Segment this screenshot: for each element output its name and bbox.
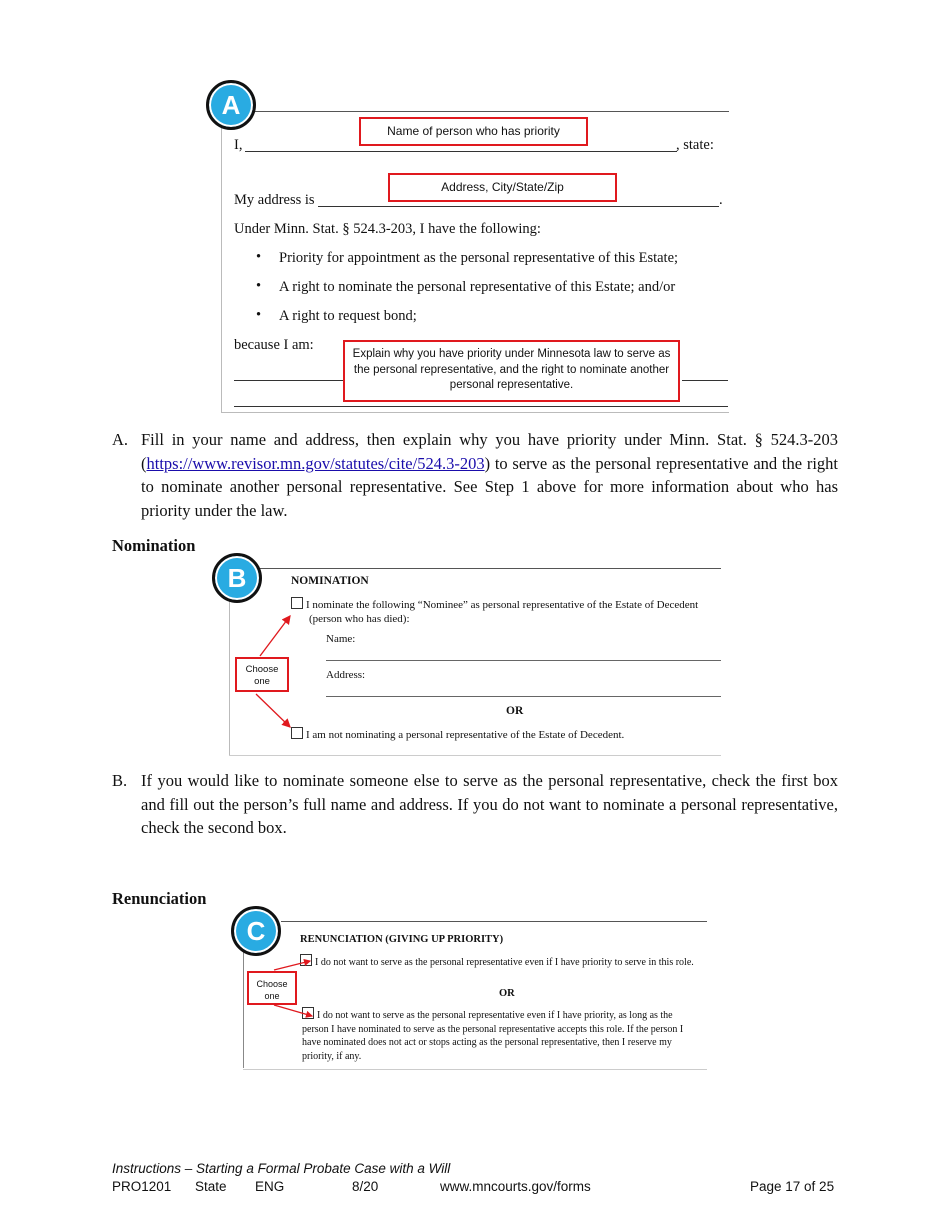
because-label: because I am: <box>234 337 314 353</box>
choose-one-arrows-icon <box>250 610 300 735</box>
bullet-bond: A right to request bond; <box>279 308 417 324</box>
because-hint-box: Explain why you have priority under Minnesota law to serve as the personal representative, and the right to nominate another personal representative. <box>343 340 680 402</box>
because-line-2[interactable] <box>234 406 728 407</box>
paragraph-b <box>112 769 838 840</box>
address-hint-box: Address, City/State/Zip <box>388 173 617 202</box>
bullet-icon: • <box>256 278 262 294</box>
name-hint-box: Name of person who has priority <box>359 117 588 146</box>
nominate-option-text-cont: (person who has died): <box>309 613 410 625</box>
name-line[interactable] <box>245 151 677 152</box>
footer-state: State <box>195 1179 227 1194</box>
paragraph-a <box>112 428 838 522</box>
form-bottom-rule <box>243 1069 707 1070</box>
nomination-form-title: NOMINATION <box>291 575 369 587</box>
form-top-rule <box>258 568 721 569</box>
address-label: My address is <box>234 192 315 208</box>
nominee-name-line[interactable] <box>326 660 721 661</box>
footer-code: PRO1201 <box>112 1179 172 1194</box>
form-bottom-rule <box>221 412 729 413</box>
form-bottom-rule <box>229 755 721 756</box>
footer-lang: ENG <box>255 1179 285 1194</box>
form-border-left <box>221 112 222 412</box>
choose-one-arrows-icon <box>270 955 316 1020</box>
nominee-address-label: Address: <box>326 669 366 681</box>
footer-page: Page 17 of 25 <box>750 1179 835 1194</box>
nominate-option <box>291 597 698 626</box>
because-line-left[interactable] <box>234 380 344 381</box>
renunciation-form-title: RENUNCIATION (GIVING UP PRIORITY) <box>300 934 504 945</box>
i-label: I, <box>234 137 243 153</box>
because-line-right[interactable] <box>682 380 728 381</box>
paragraph-a-text: Fill in your name and address, then explain why you have priority under Minn. Stat. § 524.3-203 ( <box>141 430 838 473</box>
badge-a-icon: A <box>206 80 256 130</box>
bullet-nominate: A right to nominate the personal representative of this Estate; and/or <box>279 279 676 295</box>
footer-url: www.mncourts.gov/forms <box>440 1179 591 1194</box>
nominate-option-text: I nominate the following “Nominee” as personal representative of the Estate of Decedent <box>306 599 699 611</box>
form-border-left <box>243 950 244 1068</box>
renounce-option-1-text: I do not want to serve as the personal representative even if I have priority to serve in this role. <box>315 957 694 968</box>
renounce-option-2 <box>302 1007 700 1063</box>
badge-c-icon: C <box>231 906 281 956</box>
bullet-priority: Priority for appointment as the personal representative of this Estate; <box>279 250 679 266</box>
state-label: , state: <box>676 137 714 153</box>
form-top-rule <box>250 111 729 112</box>
form-top-rule <box>281 921 707 922</box>
statute-link[interactable]: https://www.revisor.mn.gov/statutes/cite/524.3-203 <box>146 453 485 473</box>
address-period: . <box>719 192 723 208</box>
bullet-icon: • <box>256 249 262 265</box>
bullet-icon: • <box>256 307 262 323</box>
choose-one-box: Choose one <box>235 657 289 692</box>
badge-b-icon: B <box>212 553 262 603</box>
footer-date: 8/20 <box>352 1179 379 1194</box>
nomination-or: OR <box>506 705 524 717</box>
no-nominate-option <box>291 727 624 741</box>
paragraph-a-text-end: ) to serve as the personal representative and the right to nominate another personal representative. See Step 1 above for more information about who has priority under the law. <box>141 453 838 520</box>
nominee-address-line[interactable] <box>326 696 721 697</box>
renunciation-heading: Renunciation <box>112 889 207 908</box>
address-line[interactable] <box>318 206 719 207</box>
footer-title: Instructions – Starting a Formal Probate Case with a Will <box>112 1161 451 1176</box>
statute-line: Under Minn. Stat. § 524.3-203, I have the following: <box>234 221 541 237</box>
nominate-checkbox[interactable] <box>291 597 303 609</box>
renunciation-or: OR <box>499 988 515 999</box>
nomination-heading: Nomination <box>112 536 196 555</box>
no-nominate-option-text: I am not nominating a personal representative of the Estate of Decedent. <box>306 729 625 741</box>
form-border-left <box>229 590 230 755</box>
renounce-option-1 <box>300 954 700 969</box>
choose-one-box: Choose one <box>247 971 297 1005</box>
renounce-option-2-text: I do not want to serve as the personal representative even if I have priority, as long as the person I have nominated to serve as the personal representative accepts this role. If the person I have nominated does not act or stops acting as the personal representative, then I reserve my priority, if any. <box>302 1010 684 1062</box>
paragraph-b-text: If you would like to nominate someone else to serve as the personal representative, check the first box and fill out the person’s full name and address. If you do not want to nominate a personal representative, check the second box. <box>141 771 838 837</box>
nominee-name-label: Name: <box>326 633 356 645</box>
paragraph-b-label: B. <box>112 771 128 790</box>
paragraph-a-label: A. <box>112 430 129 449</box>
